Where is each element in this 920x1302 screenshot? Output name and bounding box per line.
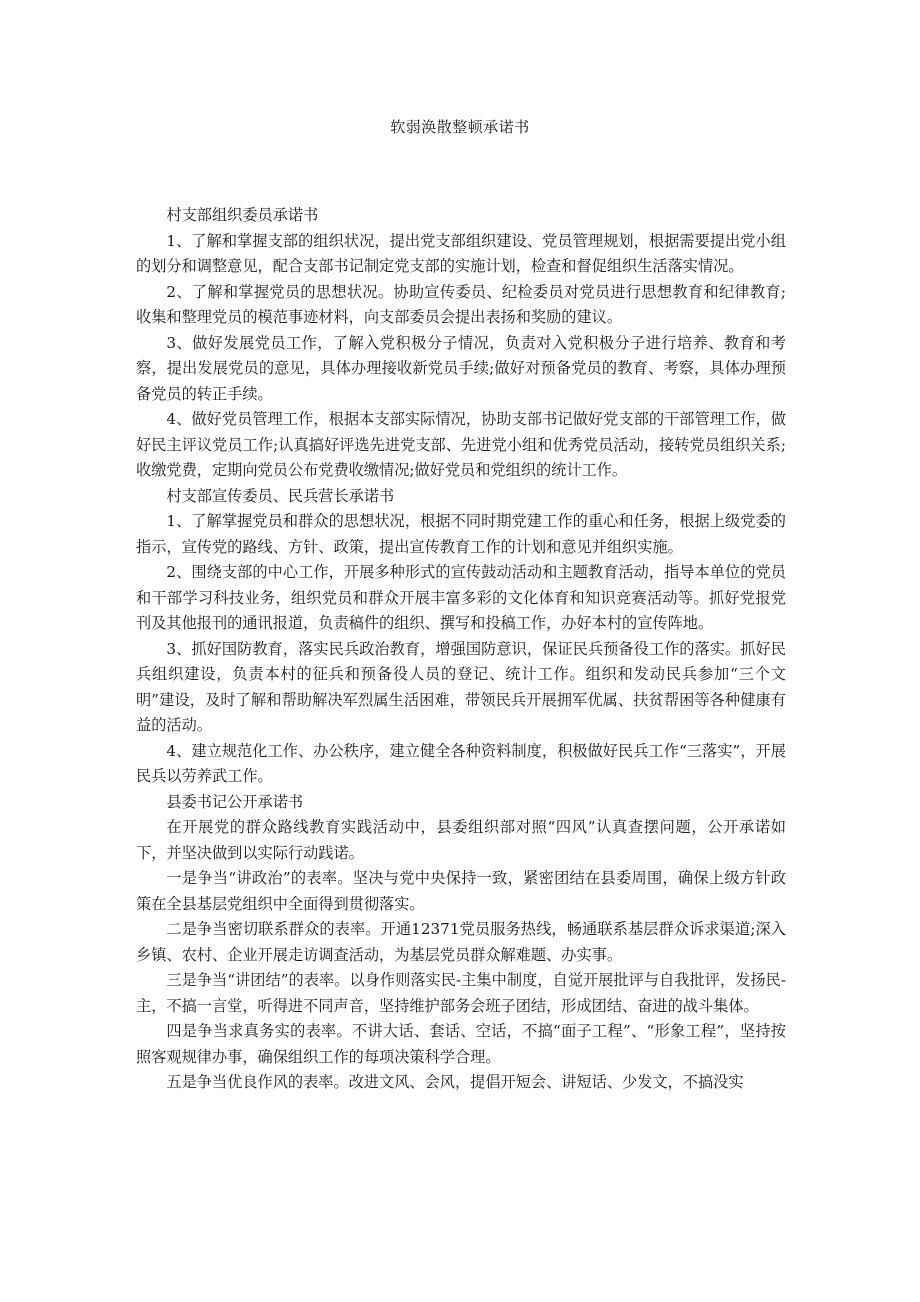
- body-paragraph: 2、围绕支部的中心工作，开展多种形式的宣传鼓动活动和主题教育活动，指导本单位的党员和干部学习科技业务，组织党员和群众开展丰富多彩的文化体育和知识竞赛活动等。抓好党报党刊及其他报刊的通讯报道，负责稿件的组织、撰写和投稿工作，办好本村的宣传阵地。: [136, 563, 786, 632]
- body-paragraph: 在开展党的群众路线教育实践活动中，县委组织部对照“四风”认真查摆问题，公开承诺如下，并坚决做到以实际行动践诺。: [136, 818, 786, 862]
- body-paragraph: 1、了解掌握党员和群众的思想状况，根据不同时期党建工作的重心和任务，根据上级党委的指示，宣传党的路线、方针、政策，提出宣传教育工作的计划和意见并组织实施。: [136, 512, 786, 556]
- body-paragraph: 三是争当“讲团结”的表率。以身作则落实民-主集中制度，自觉开展批评与自我批评，发扬民-主，不搞一言堂，听得进不同声音，坚持维护部务会班子团结，形成团结、奋进的战斗集体。: [136, 971, 786, 1015]
- body-paragraph: 3、做好发展党员工作，了解入党积极分子情况，负责对入党积极分子进行培养、教育和考察，提出发展党员的意见，具体办理接收新党员手续;做好对预备党员的教育、考察，具体办理预备党员的转正手续。: [136, 333, 786, 403]
- body-paragraph: 二是争当密切联系群众的表率。开通12371党员服务热线，畅通联系基层群众诉求渠道;深入乡镇、农村、企业开展走访调查活动，为基层党员群众解难题、办实事。: [136, 920, 786, 964]
- body-paragraph: 2、了解和掌握党员的思想状况。协助宣传委员、纪检委员对党员进行思想教育和纪律教育;收集和整理党员的模范事迹材料，向支部委员会提出表扬和奖励的建议。: [136, 282, 786, 326]
- document-body: [136, 203, 786, 1096]
- body-paragraph: 四是争当求真务实的表率。不讲大话、套话、空话，不搞“面子工程”、“形象工程”，坚持按照客观规律办事，确保组织工作的每项决策科学合理。: [136, 1022, 786, 1066]
- body-paragraph: 4、做好党员管理工作，根据本支部实际情况，协助支部书记做好党支部的干部管理工作，做好民主评议党员工作;认真搞好评选先进党支部、先进党小组和优秀党员活动，接转党员组织关系;收缴党费，定期向党员公布党费收缴情况;做好党员和党组织的统计工作。: [136, 410, 786, 479]
- body-paragraph: 一是争当“讲政治”的表率。坚决与党中央保持一致，紧密团结在县委周围，确保上级方针政策在全县基层党组织中全面得到贯彻落实。: [136, 869, 786, 913]
- document-title: 软弱涣散整顿承诺书: [390, 118, 530, 136]
- section-heading: 县委书记公开承诺书: [166, 792, 304, 811]
- body-paragraph: 4、建立规范化工作、办公秩序，建立健全各种资料制度，积极做好民兵工作“三落实”，开展民兵以劳养武工作。: [136, 741, 786, 785]
- body-paragraph: 3、抓好国防教育，落实民兵政治教育，增强国防意识，保证民兵预备役工作的落实。抓好民兵组织建设，负责本村的征兵和预备役人员的登记、统计工作。组织和发动民兵参加“三个文明”建设，及时了解和帮助解决军烈属生活困难，带领民兵开展拥军优属、扶贫帮困等各种健康有益的活动。: [136, 639, 786, 734]
- section-heading: 村支部宣传委员、民兵营长承诺书: [166, 486, 395, 505]
- body-paragraph: 五是争当优良作风的表率。改进文风、会风，提倡开短会、讲短话、少发文，不搞没实: [166, 1073, 744, 1091]
- body-paragraph: 1、了解和掌握支部的组织状况，提出党支部组织建设、党员管理规划，根据需要提出党小组的划分和调整意见，配合支部书记制定党支部的实施计划，检查和督促组织生活落实情况。: [136, 231, 786, 275]
- section-heading: 村支部组织委员承诺书: [166, 206, 319, 224]
